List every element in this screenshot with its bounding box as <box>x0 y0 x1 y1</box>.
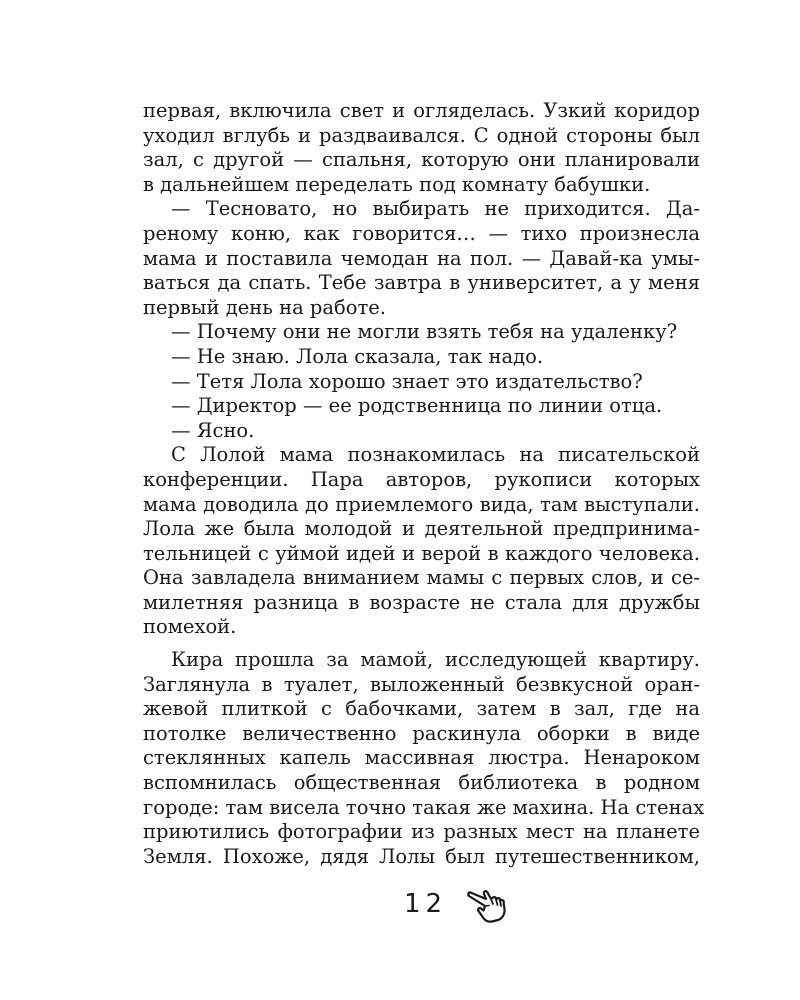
page-body-text <box>143 99 705 869</box>
page-footer <box>0 885 800 935</box>
text-line: конференции. Пара авторов, рукописи которых <box>143 467 700 491</box>
text-line: Заглянула в туалет, выложенный безвкусной оран- <box>143 672 700 696</box>
text-line: — Почему они не могли взять тебя на удаленку? <box>171 320 678 344</box>
text-line: жевой плиткой с бабочками, затем в зал, где на <box>143 697 700 721</box>
text-line: стеклянных капель массивная люстра. Ненароком <box>143 746 700 770</box>
text-line: вспомнилась общественная библиотека в родном <box>143 771 700 795</box>
text-line: — Тетя Лола хорошо знает это издательство? <box>171 369 643 393</box>
text-line: ваться да спать. Тебе завтра в университет, а у меня <box>143 271 700 295</box>
text-line: Кира прошла за мамой, исследующей квартиру. <box>171 648 700 672</box>
text-line: Она завладела вниманием мамы с первых слов, и се- <box>143 566 700 590</box>
paragraph-gap <box>143 640 700 648</box>
text-line: зал, с другой — спальня, которую они планировали <box>143 148 700 172</box>
page-number: 12 <box>404 889 448 919</box>
text-line: мама доводила до приемлемого вида, там выступали. <box>143 492 700 516</box>
text-line: Земля. Похоже, дядя Лолы был путешественником, <box>143 844 700 868</box>
text-line: уходил вглубь и раздваивался. С одной стороны был <box>143 123 700 147</box>
text-line: — Тесновато, но выбирать не приходится. Да- <box>171 197 700 221</box>
text-line: С Лолой мама познакомилась на писательской <box>171 443 700 467</box>
text-line: первый день на работе. <box>143 295 387 319</box>
pointing-hand-icon <box>466 885 510 925</box>
text-line: первая, включила свет и огляделась. Узкий коридор <box>143 99 700 122</box>
text-line: потолке величественно раскинула оборки в виде <box>143 721 700 745</box>
text-line: — Ясно. <box>171 418 255 442</box>
text-line: помехой. <box>143 615 237 639</box>
text-line: тельницей с уймой идей и верой в каждого человека. <box>143 541 700 565</box>
text-line: — Директор — ее родственница по линии отца. <box>171 394 663 418</box>
text-line: Лола же была молодой и деятельной предпринима- <box>143 517 700 541</box>
text-line: мама и поставила чемодан на пол. — Давай-ка умы- <box>143 246 700 270</box>
text-line: — Не знаю. Лола сказала, так надо. <box>171 344 544 368</box>
text-line: в дальнейшем переделать под комнату бабушки. <box>143 172 651 196</box>
text-line: городе: там висела точно такая же махина. На стенах <box>143 795 705 819</box>
text-line: милетняя разница в возрасте не стала для дружбы <box>143 590 700 614</box>
text-line: приютились фотографии из разных мест на планете <box>143 820 700 844</box>
text-line: реному коню, как говорится… — тихо произнесла <box>143 221 700 245</box>
